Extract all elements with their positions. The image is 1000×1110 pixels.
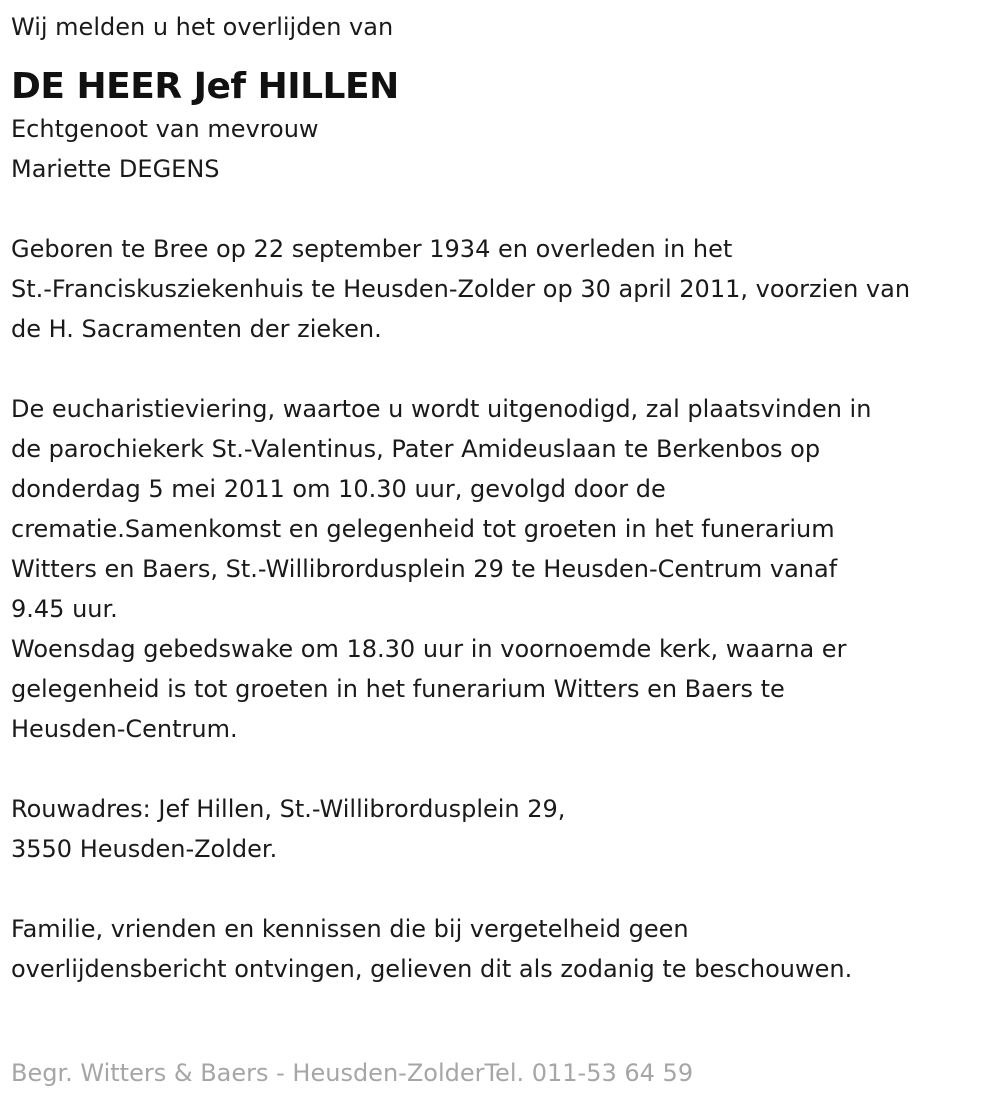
spouse-paragraph	[11, 109, 996, 189]
closing-line: overlijdensbericht ontvingen, gelieven dit als zodanig te beschouwen.	[11, 955, 853, 983]
ceremony-line: Heusden-Centrum.	[11, 715, 238, 743]
spacer	[11, 189, 996, 229]
address-paragraph	[11, 789, 996, 869]
spouse-line: Mariette DEGENS	[11, 155, 220, 183]
spouse-line: Echtgenoot van mevrouw	[11, 115, 319, 143]
address-line: 3550 Heusden-Zolder.	[11, 835, 278, 863]
ceremony-line: de parochiekerk St.-Valentinus, Pater Amideuslaan te Berkenbos op	[11, 435, 821, 463]
birth-death-line: St.-Franciskusziekenhuis te Heusden-Zolder op 30 april 2011, voorzien van	[11, 275, 911, 303]
ceremony-line: Witters en Baers, St.-Willibrordusplein 29 te Heusden-Centrum vanaf	[11, 555, 838, 583]
closing-line: Familie, vrienden en kennissen die bij vergetelheid geen	[11, 915, 689, 943]
funeral-home-footer: Begr. Witters & Baers - Heusden-ZolderTel. 011-53 64 59	[11, 1059, 694, 1087]
ceremony-line: donderdag 5 mei 2011 om 10.30 uur, gevolgd door de	[11, 475, 666, 503]
spacer	[11, 869, 996, 909]
birth-death-line: Geboren te Bree op 22 september 1934 en overleden in het	[11, 235, 733, 263]
ceremony-line: crematie.Samenkomst en gelegenheid tot groeten in het funerarium	[11, 515, 835, 543]
closing-paragraph	[11, 909, 996, 989]
birth-death-line: de H. Sacramenten der zieken.	[11, 315, 382, 343]
spacer	[11, 749, 996, 789]
spacer	[11, 47, 996, 65]
ceremony-line: De eucharistieviering, waartoe u wordt uitgenodigd, zal plaatsvinden in	[11, 395, 872, 423]
address-line: Rouwadres: Jef Hillen, St.-Willibrordusplein 29,	[11, 795, 566, 823]
ceremony-paragraph	[11, 389, 996, 749]
birth-death-paragraph	[11, 229, 996, 349]
ceremony-line: Woensdag gebedswake om 18.30 uur in voornoemde kerk, waarna er	[11, 635, 847, 663]
deceased-name: DE HEER Jef HILLEN	[11, 66, 399, 107]
death-notice	[11, 7, 996, 989]
ceremony-line: gelegenheid is tot groeten in het funerarium Witters en Baers te	[11, 675, 785, 703]
spacer	[11, 349, 996, 389]
intro-text: Wij melden u het overlijden van	[11, 13, 394, 41]
ceremony-line: 9.45 uur.	[11, 595, 118, 623]
